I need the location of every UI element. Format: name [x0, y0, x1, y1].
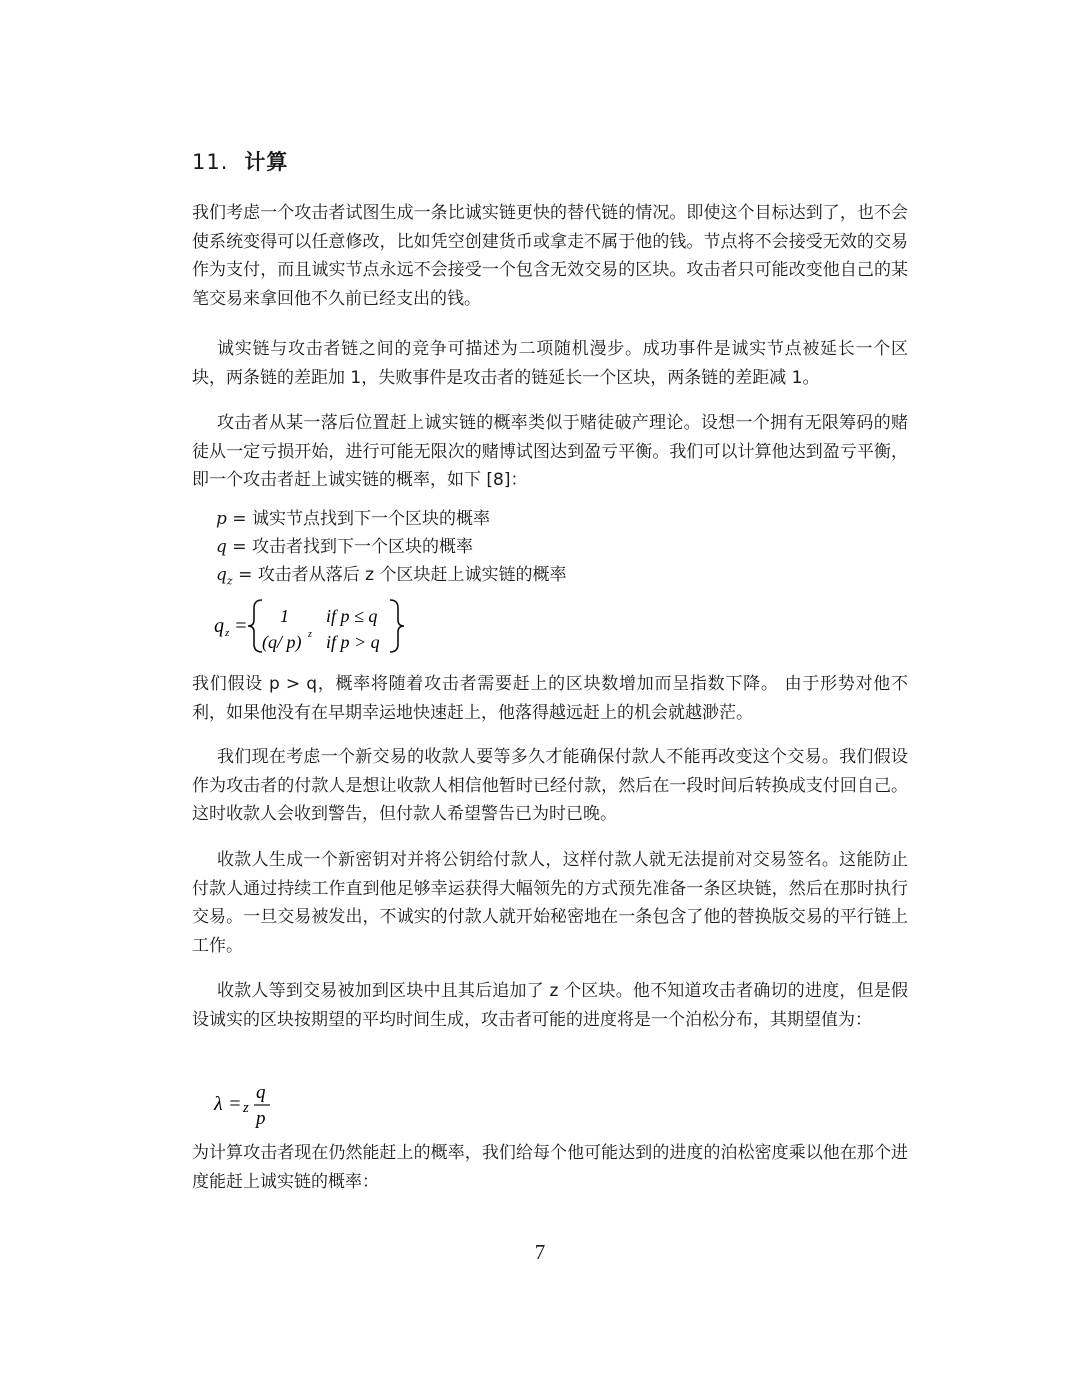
section-number: 11. [192, 150, 229, 174]
paragraph-1: 我们考虑一个攻击者试图生成一条比诚实链更快的替代链的情况。即使这个目标达到了，也不会使系统变得可以任意修改，比如凭空创建货币或拿走不属于他的钱。节点将不会接受无效的交易作为支付，而且诚实节点永远不会接受一个包含无效交易的区块。攻击者只可能改变他自己的某笔交易来拿回他不久前已经支出的钱。 [192, 203, 908, 309]
definition-p: p = 诚实节点找到下一个区块的概率 [216, 509, 490, 529]
formula1-case2-base: (q/ p) [262, 632, 302, 652]
formula2-z: z [243, 1100, 249, 1116]
formula1-case2-cond: if p > q [326, 632, 380, 652]
paragraph-8: 为计算攻击者现在仍然能赶上的概率，我们给每个他可能达到的进度的泊松密度乘以他在那个进度能赶上诚实链的概率： [192, 1143, 908, 1192]
page-number: 7 [534, 1240, 546, 1264]
paragraph-2: 诚实链与攻击者链之间的竞争可描述为二项随机漫步。成功事件是诚实节点被延长一个区块，两条链的差距加 1，失败事件是攻击者的链延长一个区块，两条链的差距减 1。 [192, 339, 908, 388]
formula1-left-brace [248, 600, 262, 652]
paragraph-7: 收款人等到交易被加到区块中且其后追加了 z 个区块。他不知道攻击者确切的进度，但是假设诚实的区块按期望的平均时间生成，攻击者可能的进度将是一个泊松分布，其期望值为： [192, 981, 908, 1030]
definitions-list [216, 505, 566, 595]
paragraph-6: 收款人生成一个新密钥对并将公钥给付款人，这样付款人就无法提前对交易签名。这能防止付款人通过持续工作直到他足够幸运获得大幅领先的方式预先准备一条区块链，然后在那时执行交易。一旦交易被发出，不诚实的付款人就开始秘密地在一条包含了他的替换版交易的平行链上工作。 [192, 850, 908, 956]
formula1-case1-value: 1 [280, 606, 289, 626]
formula1-right-brace [390, 600, 404, 652]
formula2-equals: = [228, 1093, 242, 1115]
formula1-lhs: q [214, 615, 224, 637]
formula2-denominator: p [256, 1108, 266, 1129]
paragraph-5: 我们现在考虑一个新交易的收款人要等多久才能确保付款人不能再改变这个交易。我们假设作为攻击者的付款人是想让收款人相信他暂时已经付款，然后在一段时间后转换成支付回自己。这时收款人会收到警告，但付款人希望警告已为时已晚。 [192, 747, 908, 824]
formula1-case2-exp: z [308, 629, 312, 640]
paragraph-4: 我们假设 p > q，概率将随着攻击者需要赶上的区块数增加而呈指数下降。 由于形势对他不利，如果他没有在早期幸运地快速赶上，他落得越远赶上的机会就越渺茫。 [192, 674, 908, 723]
formula-qz-piecewise [212, 594, 412, 658]
definition-q: q = 攻击者找到下一个区块的概率 [216, 537, 473, 557]
formula2-lhs: λ [214, 1093, 223, 1115]
formula1-lhs-sub: z [225, 627, 230, 639]
formula1-equals: = [234, 615, 248, 637]
formula2-numerator: q [256, 1082, 266, 1103]
formula-lambda [212, 1080, 302, 1130]
section-heading [192, 146, 288, 176]
paragraph-3: 攻击者从某一落后位置赶上诚实链的概率类似于赌徒破产理论。设想一个拥有无限筹码的赌徒从一定亏损开始，进行可能无限次的赌博试图达到盈亏平衡。我们可以计算他达到盈亏平衡，即一个攻击者赶上诚实链的概率，如下 [8]： [192, 413, 908, 490]
formula1-case1-cond: if p ≤ q [326, 606, 378, 626]
definition-qz: $q_z$ = 攻击者从落后 z 个区块赶上诚实链的概率 [216, 565, 567, 588]
section-title: 计算 [244, 150, 289, 174]
